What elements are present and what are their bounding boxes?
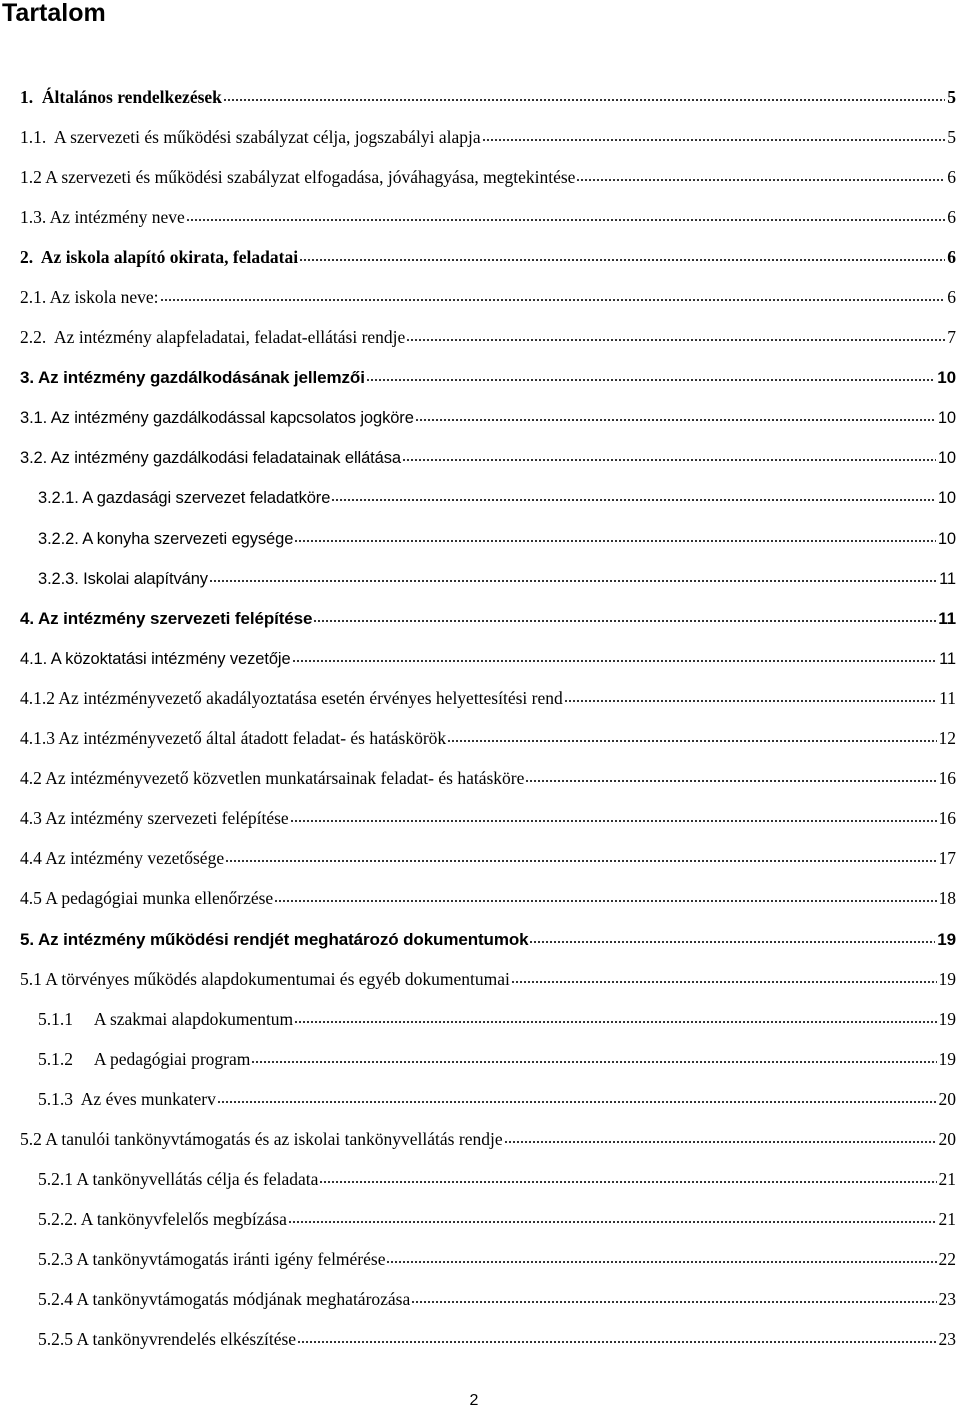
dot-leader bbox=[186, 206, 946, 224]
toc-entry-page-number: 6 bbox=[947, 246, 956, 267]
toc-entry-page-number: 11 bbox=[939, 649, 956, 668]
toc-entry-label: 4.1.3 Az intézményvezető által átadott feladat- és hatáskörök bbox=[20, 728, 447, 749]
toc-entry-label: 5.2.3 A tankönyvtámogatás iránti igény felmérése bbox=[38, 1249, 386, 1270]
toc-entry[interactable] bbox=[0, 276, 960, 316]
toc-entry-page-number: 23 bbox=[938, 1289, 956, 1310]
toc-entry-label: 5. Az intézmény működési rendjét meghatározó dokumentumok bbox=[20, 929, 529, 949]
toc-entry-label: 1.3. Az intézmény neve bbox=[20, 206, 185, 227]
toc-entry-label: 5.2.1 A tankönyvellátás célja és feladata bbox=[38, 1169, 319, 1190]
dot-leader bbox=[294, 1008, 936, 1026]
toc-entry-page-number: 21 bbox=[938, 1209, 956, 1230]
toc-entry[interactable] bbox=[0, 196, 960, 236]
toc-entry-page-number: 18 bbox=[938, 888, 956, 909]
toc-entry-label: 2. Az iskola alapító okirata, feladatai bbox=[20, 246, 299, 267]
toc-entry-label: 3.2.2. A konyha szervezeti egysége bbox=[38, 529, 294, 548]
toc-entry-label: 1.1. A szervezeti és működési szabályzat célja, jogszabályi alapja bbox=[20, 126, 481, 147]
toc-entry-page-number: 10 bbox=[937, 489, 956, 508]
toc-entry-page-number: 7 bbox=[947, 327, 956, 348]
toc-entry-page-number: 11 bbox=[938, 608, 956, 628]
toc-entry[interactable] bbox=[0, 1199, 960, 1239]
toc-entry-page-number: 16 bbox=[938, 808, 956, 829]
dot-leader bbox=[297, 1328, 936, 1346]
toc-entry[interactable] bbox=[0, 637, 960, 677]
toc-entry[interactable] bbox=[0, 878, 960, 918]
toc-entry[interactable] bbox=[0, 918, 960, 958]
toc-entry[interactable] bbox=[0, 236, 960, 276]
dot-leader bbox=[288, 1208, 937, 1226]
dot-leader bbox=[511, 968, 937, 986]
dot-leader bbox=[504, 1128, 937, 1146]
dot-leader bbox=[386, 1248, 936, 1266]
toc-entry-page-number: 19 bbox=[938, 968, 956, 989]
dot-leader bbox=[319, 1168, 936, 1186]
toc-entry-page-number: 16 bbox=[938, 768, 956, 789]
toc-entry-label: 5.1.1 A szakmai alapdokumentum bbox=[38, 1008, 294, 1029]
toc-entry-label: 2.1. Az iskola neve: bbox=[20, 287, 159, 308]
toc-entry-page-number: 5 bbox=[947, 126, 956, 147]
toc-entry-label: 5.1 A törvényes működés alapdokumentumai és egyéb dokumentumai bbox=[20, 968, 510, 989]
toc-entry-label: 5.1.2 A pedagógiai program bbox=[38, 1048, 251, 1069]
toc-entry[interactable] bbox=[0, 1078, 960, 1118]
toc-entry-page-number: 20 bbox=[938, 1128, 956, 1149]
toc-entry[interactable] bbox=[0, 357, 960, 397]
toc-entry-page-number: 10 bbox=[937, 529, 956, 548]
toc-entry[interactable] bbox=[0, 597, 960, 637]
toc-entry[interactable] bbox=[0, 116, 960, 156]
dot-leader bbox=[447, 727, 936, 745]
dot-leader bbox=[411, 1288, 936, 1306]
toc-entry-page-number: 10 bbox=[937, 368, 956, 388]
toc-entry-page-number: 23 bbox=[938, 1329, 956, 1350]
toc-entry-label: 1.2 A szervezeti és működési szabályzat elfogadása, jóváhagyása, megtekintése bbox=[20, 166, 576, 187]
dot-leader bbox=[482, 126, 946, 144]
dot-leader bbox=[406, 326, 945, 344]
toc-entry-label: 4.1.2 Az intézményvezető akadályoztatása esetén érvényes helyettesítési rend bbox=[20, 687, 563, 708]
toc-entry-label: 3.2.3. Iskolai alapítvány bbox=[38, 569, 208, 588]
dot-leader bbox=[294, 527, 936, 545]
toc-entry-page-number: 10 bbox=[937, 449, 956, 468]
dot-leader bbox=[217, 1088, 937, 1106]
toc-entry[interactable] bbox=[0, 76, 960, 116]
toc-entry-page-number: 12 bbox=[938, 728, 956, 749]
toc-entry-page-number: 21 bbox=[938, 1169, 956, 1190]
toc-entry[interactable] bbox=[0, 838, 960, 878]
toc-entry-label: 2.2. Az intézmény alapfeladatai, feladat-ellátási rendje bbox=[20, 327, 406, 348]
toc-entry[interactable] bbox=[0, 397, 960, 437]
toc-entry[interactable] bbox=[0, 477, 960, 517]
dot-leader bbox=[292, 647, 938, 665]
dot-leader bbox=[290, 807, 937, 825]
toc-entry[interactable] bbox=[0, 1239, 960, 1279]
toc-entry[interactable] bbox=[0, 998, 960, 1038]
toc-entry-label: 4.5 A pedagógiai munka ellenőrzése bbox=[20, 888, 274, 909]
toc-entry[interactable] bbox=[0, 557, 960, 597]
page-title: Tartalom bbox=[2, 0, 106, 27]
toc-entry-label: 4. Az intézmény szervezeti felépítése bbox=[20, 608, 313, 628]
toc-entry-page-number: 19 bbox=[937, 929, 956, 949]
toc-entry-label: 4.2 Az intézményvezető közvetlen munkatársainak feladat- és hatásköre bbox=[20, 768, 525, 789]
dot-leader bbox=[402, 446, 936, 464]
toc-entry-page-number: 22 bbox=[938, 1249, 956, 1270]
toc-entry-page-number: 19 bbox=[938, 1008, 956, 1029]
toc-entry-page-number: 6 bbox=[947, 166, 956, 187]
dot-leader bbox=[525, 767, 936, 785]
toc-entry-label: 4.3 Az intézmény szervezeti felépítése bbox=[20, 808, 289, 829]
toc-entry-page-number: 6 bbox=[947, 287, 956, 308]
toc-entry[interactable] bbox=[0, 1279, 960, 1319]
toc-entry-page-number: 20 bbox=[938, 1088, 956, 1109]
dot-leader bbox=[160, 286, 946, 304]
toc-entry-label: 1. Általános rendelkezések bbox=[20, 86, 222, 107]
dot-leader bbox=[223, 86, 945, 104]
toc-entry-label: 3.2.1. A gazdasági szervezet feladatköre bbox=[38, 489, 331, 508]
toc-entry[interactable] bbox=[0, 718, 960, 758]
toc-entry-page-number: 11 bbox=[939, 569, 956, 588]
dot-leader bbox=[313, 607, 936, 625]
toc-entry[interactable] bbox=[0, 1118, 960, 1158]
toc-entry-label: 4.4 Az intézmény vezetősége bbox=[20, 848, 225, 869]
toc-entry[interactable] bbox=[0, 317, 960, 357]
toc-entry[interactable] bbox=[0, 1319, 960, 1359]
toc-entry-label: 5.2.2. A tankönyvfelelős megbízása bbox=[38, 1209, 287, 1230]
toc-entry[interactable] bbox=[0, 156, 960, 196]
dot-leader bbox=[564, 687, 937, 705]
toc-entry-label: 5.1.3 Az éves munkaterv bbox=[38, 1088, 216, 1109]
dot-leader bbox=[299, 246, 945, 264]
toc-entry[interactable] bbox=[0, 517, 960, 557]
dot-leader bbox=[331, 486, 936, 504]
toc-entry-page-number: 6 bbox=[947, 206, 956, 227]
toc-entry[interactable] bbox=[0, 677, 960, 717]
toc-entry-label: 5.2.4 A tankönyvtámogatás módjának meghatározása bbox=[38, 1289, 411, 1310]
toc-entry-label: 5.2.5 A tankönyvrendelés elkészítése bbox=[38, 1329, 297, 1350]
toc-entry-page-number: 17 bbox=[938, 848, 956, 869]
toc-entry-page-number: 11 bbox=[939, 687, 956, 708]
toc-entry[interactable] bbox=[0, 758, 960, 798]
toc-entry-label: 3.2. Az intézmény gazdálkodási feladatainak ellátása bbox=[20, 449, 401, 468]
dot-leader bbox=[274, 887, 936, 905]
dot-leader bbox=[225, 847, 936, 865]
dot-leader bbox=[576, 166, 945, 184]
toc-entry-label: 3.1. Az intézmény gazdálkodással kapcsolatos jogköre bbox=[20, 409, 414, 428]
table-of-contents bbox=[0, 76, 960, 1359]
toc-entry-label: 4.1. A közoktatási intézmény vezetője bbox=[20, 649, 291, 668]
dot-leader bbox=[251, 1048, 936, 1066]
toc-entry[interactable] bbox=[0, 437, 960, 477]
dot-leader bbox=[415, 406, 936, 424]
toc-entry[interactable] bbox=[0, 1159, 960, 1199]
dot-leader bbox=[366, 366, 935, 384]
toc-entry-page-number: 5 bbox=[947, 86, 956, 107]
toc-entry-label: 5.2 A tanulói tankönyvtámogatás és az iskolai tankönyvellátás rendje bbox=[20, 1128, 503, 1149]
toc-entry-label: 3. Az intézmény gazdálkodásának jellemzői bbox=[20, 368, 365, 388]
toc-entry-page-number: 19 bbox=[938, 1048, 956, 1069]
toc-entry[interactable] bbox=[0, 958, 960, 998]
toc-entry[interactable] bbox=[0, 798, 960, 838]
toc-entry-page-number: 10 bbox=[937, 409, 956, 428]
page-number: 2 bbox=[469, 1392, 479, 1409]
toc-entry[interactable] bbox=[0, 1038, 960, 1078]
dot-leader bbox=[209, 567, 937, 585]
dot-leader bbox=[529, 928, 935, 946]
